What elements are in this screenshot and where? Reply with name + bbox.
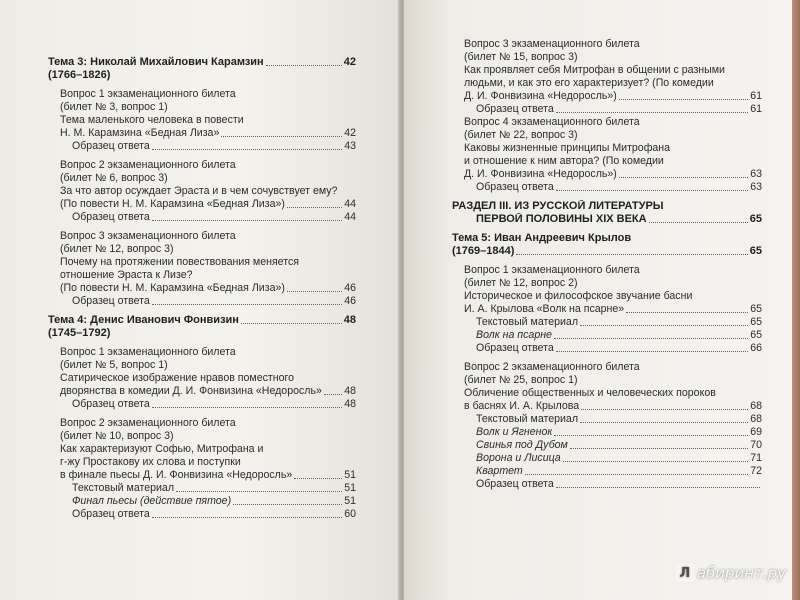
toc-entry	[452, 129, 762, 142]
toc-entry	[48, 469, 356, 482]
toc-entry-title: Тема 3: Николай Михайлович Карамзин	[48, 56, 264, 68]
toc-page-number: 69	[750, 426, 762, 438]
toc-entry-title: Д. И. Фонвизина «Недоросль»)	[464, 168, 617, 180]
toc-entry-title: Как характеризуют Софью, Митрофана и	[60, 443, 264, 455]
toc-entry	[452, 316, 762, 329]
toc-page-number: 65	[749, 213, 762, 225]
toc-entry	[452, 142, 762, 155]
toc-entry-title: Вопрос 2 экзаменационного билета	[60, 159, 236, 171]
toc-leader-dots	[556, 487, 760, 488]
toc-entry-title: Образец ответа	[476, 478, 554, 490]
toc-leader-dots	[563, 461, 749, 462]
toc-page-number: 51	[344, 469, 356, 481]
toc-leader-dots	[570, 448, 748, 449]
toc-page-number: 65	[750, 316, 762, 328]
toc-page-number: 65	[749, 245, 762, 257]
toc-entry	[48, 88, 356, 101]
toc-page-number: 68	[750, 413, 762, 425]
toc-entry	[48, 185, 356, 198]
toc-page-number: 46	[344, 295, 356, 307]
toc-entry	[452, 329, 762, 342]
toc-leader-dots	[152, 149, 342, 150]
toc-left	[48, 56, 356, 521]
toc-page-number: 44	[344, 211, 356, 223]
toc-leader-dots	[287, 207, 342, 208]
toc-entry	[48, 359, 356, 372]
toc-page-number: 66	[750, 342, 762, 354]
toc-page-number: 65	[750, 303, 762, 315]
toc-entry-title: Текстовый материал	[72, 482, 174, 494]
toc-entry-title: Вопрос 3 экзаменационного билета	[464, 38, 640, 50]
toc-page-number: 63	[750, 168, 762, 180]
toc-entry	[48, 372, 356, 385]
toc-entry	[48, 69, 356, 82]
toc-leader-dots	[556, 351, 748, 352]
toc-entry	[452, 64, 762, 77]
book-cover-edge	[792, 0, 800, 600]
toc-entry-title: людьми, и как это его характеризует? (По комедии	[464, 77, 714, 89]
toc-entry-title: Вопрос 2 экзаменационного билета	[60, 417, 236, 429]
toc-entry	[452, 116, 762, 129]
toc-leader-dots	[581, 409, 748, 410]
toc-entry	[48, 256, 356, 269]
toc-entry-title: Вопрос 1 экзаменационного билета	[60, 88, 236, 100]
toc-entry	[48, 443, 356, 456]
toc-leader-dots	[556, 112, 748, 113]
toc-entry-title: За что автор осуждает Эраста и в чем сочувствует ему?	[60, 185, 338, 197]
toc-leader-dots	[152, 304, 342, 305]
toc-entry	[48, 198, 356, 211]
toc-leader-dots	[176, 491, 342, 492]
toc-page-number: 65	[750, 329, 762, 341]
toc-entry	[452, 374, 762, 387]
toc-entry-title: в баснях И. А. Крылова	[464, 400, 580, 412]
toc-entry-title: Образец ответа	[72, 140, 150, 152]
toc-entry-title: И. А. Крылова «Волк на псарне»	[464, 303, 625, 315]
toc-entry-title: (билет № 5, вопрос 1)	[60, 359, 168, 371]
toc-page-number: 70	[750, 439, 762, 451]
toc-entry-title: (По повести Н. М. Карамзина «Бедная Лиза»)	[60, 282, 285, 294]
toc-entry-title: Образец ответа	[72, 508, 150, 520]
right-page	[404, 0, 792, 600]
toc-page-number: 43	[344, 140, 356, 152]
toc-entry-title: Квартет	[476, 465, 523, 477]
toc-page-number: 63	[750, 181, 762, 193]
toc-entry-title: Свинья под Дубом	[476, 439, 568, 451]
toc-entry-title: Образец ответа	[72, 295, 150, 307]
toc-entry	[452, 245, 762, 258]
toc-entry-title: (билет № 3, вопрос 1)	[60, 101, 168, 113]
toc-entry	[48, 56, 356, 69]
toc-entry	[48, 127, 356, 140]
toc-entry-title: Обличение общественных и человеческих пороков	[464, 387, 716, 399]
toc-entry	[452, 426, 762, 439]
toc-page-number: 61	[750, 90, 762, 102]
toc-entry	[48, 327, 356, 340]
toc-entry	[48, 114, 356, 127]
toc-entry	[452, 465, 762, 478]
toc-entry-title: Вопрос 2 экзаменационного билета	[464, 361, 640, 373]
toc-entry-title: Тема 4: Денис Иванович Фонвизин	[48, 314, 239, 326]
toc-leader-dots	[324, 394, 342, 395]
toc-leader-dots	[266, 65, 342, 66]
toc-entry	[452, 181, 762, 194]
toc-entry	[48, 508, 356, 521]
toc-page-number: 48	[343, 314, 356, 326]
toc-entry-title: РАЗДЕЛ III. ИЗ РУССКОЙ ЛИТЕРАТУРЫ	[452, 200, 664, 212]
toc-entry	[452, 387, 762, 400]
watermark-text: абиринт.ру	[696, 564, 786, 582]
toc-entry	[452, 155, 762, 168]
toc-leader-dots	[554, 338, 748, 339]
toc-entry	[48, 211, 356, 224]
toc-page-number: 42	[344, 127, 356, 139]
toc-entry-title: отношение Эраста к Лизе?	[60, 269, 193, 281]
toc-entry-title: и отношение к ним автора? (По комедии	[464, 155, 664, 167]
toc-page-number: 60	[344, 508, 356, 520]
toc-leader-dots	[580, 422, 748, 423]
toc-entry-title: Финал пьесы (действие пятое)	[72, 495, 232, 507]
toc-entry	[452, 478, 762, 491]
toc-entry	[452, 342, 762, 355]
labirint-watermark	[676, 564, 786, 582]
toc-entry	[48, 140, 356, 153]
toc-entry	[48, 385, 356, 398]
toc-entry-title: (билет № 10, вопрос 3)	[60, 430, 174, 442]
toc-entry-title: Каковы жизненные принципы Митрофана	[464, 142, 671, 154]
toc-page-number: 44	[344, 198, 356, 210]
toc-entry-title: Волк и Ягненок	[476, 426, 553, 438]
toc-entry-title: в финале пьесы Д. И. Фонвизина «Недоросль»	[60, 469, 293, 481]
toc-leader-dots	[525, 474, 748, 475]
toc-entry	[452, 200, 762, 213]
toc-entry	[452, 103, 762, 116]
toc-leader-dots	[233, 504, 342, 505]
toc-page-number: 48	[344, 385, 356, 397]
toc-page-number: 42	[343, 56, 356, 68]
toc-leader-dots	[580, 325, 748, 326]
toc-entry-title: Вопрос 1 экзаменационного билета	[464, 264, 640, 276]
toc-entry	[48, 159, 356, 172]
toc-page-number: 51	[344, 482, 356, 494]
toc-entry	[48, 456, 356, 469]
toc-entry-title: (билет № 6, вопрос 3)	[60, 172, 168, 184]
toc-entry	[48, 230, 356, 243]
toc-entry	[452, 303, 762, 316]
toc-entry-title: Текстовый материал	[476, 413, 578, 425]
toc-entry	[452, 400, 762, 413]
toc-leader-dots	[516, 254, 747, 255]
toc-entry-title: (билет № 12, вопрос 2)	[464, 277, 578, 289]
toc-entry-title: Вопрос 3 экзаменационного билета	[60, 230, 236, 242]
toc-entry-title: (По повести Н. М. Карамзина «Бедная Лиза»)	[60, 198, 285, 210]
toc-page-number: 51	[344, 495, 356, 507]
toc-leader-dots	[626, 312, 748, 313]
toc-entry	[48, 314, 356, 327]
labirint-logo-icon: Л	[676, 564, 694, 582]
toc-entry	[452, 452, 762, 465]
toc-entry-title: (билет № 15, вопрос 3)	[464, 51, 578, 63]
toc-entry	[48, 295, 356, 308]
toc-entry	[452, 277, 762, 290]
toc-entry	[452, 77, 762, 90]
toc-entry	[48, 430, 356, 443]
toc-entry-title: Вопрос 1 экзаменационного билета	[60, 346, 236, 358]
toc-entry-title: Почему на протяжении повествования меняется	[60, 256, 299, 268]
toc-leader-dots	[241, 323, 342, 324]
toc-leader-dots	[152, 407, 342, 408]
toc-leader-dots	[556, 190, 748, 191]
toc-page-number: 61	[750, 103, 762, 115]
toc-leader-dots	[619, 177, 748, 178]
toc-leader-dots	[294, 478, 342, 479]
toc-entry	[452, 413, 762, 426]
toc-entry	[48, 417, 356, 430]
toc-page-number: 46	[344, 282, 356, 294]
toc-entry	[48, 269, 356, 282]
toc-entry-title: дворянства в комедии Д. И. Фонвизина «Недоросль»	[60, 385, 322, 397]
toc-entry-title: Тема маленького человека в повести	[60, 114, 244, 126]
toc-leader-dots	[649, 222, 748, 223]
toc-entry-title: Текстовый материал	[476, 316, 578, 328]
toc-entry	[48, 398, 356, 411]
toc-entry	[48, 346, 356, 359]
toc-page-number: 48	[344, 398, 356, 410]
toc-entry	[48, 172, 356, 185]
toc-page-number: 68	[750, 400, 762, 412]
toc-entry	[452, 38, 762, 51]
toc-right	[452, 38, 762, 491]
toc-entry	[48, 282, 356, 295]
toc-entry-title: г-жу Простакову их слова и поступки	[60, 456, 241, 468]
toc-entry	[48, 101, 356, 114]
toc-leader-dots	[287, 291, 342, 292]
toc-entry-title: Образец ответа	[476, 103, 554, 115]
toc-page-number: 72	[750, 465, 762, 477]
toc-entry-title: ПЕРВОЙ ПОЛОВИНЫ XIX ВЕКА	[476, 213, 647, 225]
toc-entry	[452, 232, 762, 245]
toc-entry-title: Тема 5: Иван Андреевич Крылов	[452, 232, 632, 244]
toc-entry	[452, 213, 762, 226]
toc-entry-title: (1766–1826)	[48, 69, 111, 81]
toc-entry-title: Историческое и философское звучание басни	[464, 290, 693, 302]
toc-entry	[48, 482, 356, 495]
toc-entry	[452, 264, 762, 277]
toc-entry-title: (1745–1792)	[48, 327, 111, 339]
toc-entry-title: Образец ответа	[72, 211, 150, 223]
toc-entry	[452, 168, 762, 181]
toc-entry-title: (билет № 12, вопрос 3)	[60, 243, 174, 255]
toc-entry-title: (билет № 22, вопрос 3)	[464, 129, 578, 141]
toc-leader-dots	[554, 435, 748, 436]
toc-entry	[452, 361, 762, 374]
toc-leader-dots	[619, 99, 748, 100]
toc-entry-title: (билет № 25, вопрос 1)	[464, 374, 578, 386]
toc-entry-title: Волк на псарне	[476, 329, 552, 341]
toc-page-number: 71	[750, 452, 762, 464]
toc-entry	[48, 495, 356, 508]
toc-entry-title: Образец ответа	[476, 342, 554, 354]
toc-entry-title: Д. И. Фонвизина «Недоросль»)	[464, 90, 617, 102]
toc-entry-title: Ворона и Лисица	[476, 452, 561, 464]
toc-leader-dots	[221, 136, 342, 137]
toc-entry	[452, 439, 762, 452]
toc-entry-title: (1769–1844)	[452, 245, 515, 257]
toc-entry	[452, 90, 762, 103]
toc-leader-dots	[152, 220, 342, 221]
toc-entry	[452, 51, 762, 64]
toc-entry-title: Как проявляет себя Митрофан в общении с разными	[464, 64, 725, 76]
toc-entry	[48, 243, 356, 256]
toc-entry-title: Сатирическое изображение нравов поместного	[60, 372, 294, 384]
toc-entry-title: Образец ответа	[476, 181, 554, 193]
toc-entry-title: Н. М. Карамзина «Бедная Лиза»	[60, 127, 220, 139]
toc-entry-title: Вопрос 4 экзаменационного билета	[464, 116, 640, 128]
toc-entry-title: Образец ответа	[72, 398, 150, 410]
toc-leader-dots	[152, 517, 342, 518]
toc-entry	[452, 290, 762, 303]
